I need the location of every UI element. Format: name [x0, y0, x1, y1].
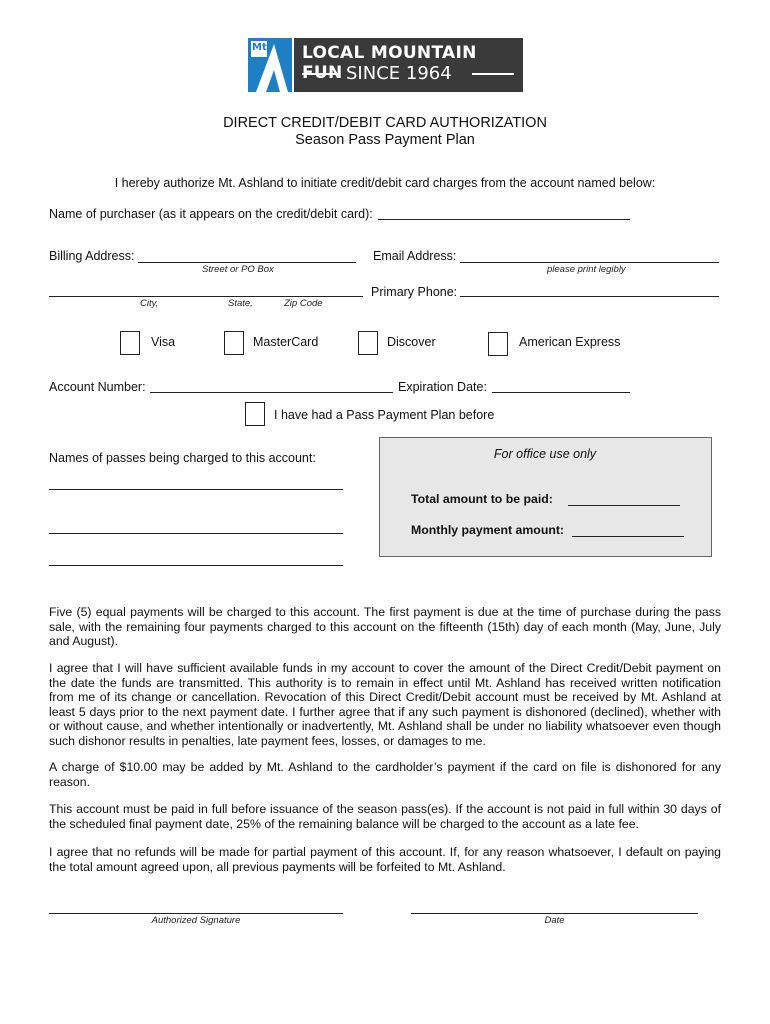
city-hint: City, — [140, 298, 159, 309]
logo-line-1: LOCAL MOUNTAIN FUN — [302, 43, 477, 83]
late-fee-paragraph: This account must be paid in full before issuance of the season pass(es). If the account is not paid in full within 30 days of the scheduled final payment date, 25% of the remaining balance will be charged to the account as a late fee. — [49, 802, 721, 831]
logo-mark — [248, 38, 292, 92]
logo-rule-right — [472, 73, 514, 75]
date-field[interactable] — [411, 913, 698, 914]
payment-schedule-paragraph: Five (5) equal payments will be charged to this account. The first payment is due at the time of purchase during the pass sale, with the remaining four payments charged to this account on the fifteenth (15th) day of each month (May, June, July and August). — [49, 605, 721, 648]
date-label: Date — [544, 915, 565, 926]
visa-checkbox[interactable] — [120, 331, 140, 355]
passes-label: Names of passes being charged to this account: — [49, 451, 316, 465]
office-use-box — [379, 437, 712, 557]
billing-address-label: Billing Address: — [49, 249, 135, 263]
refund-policy-paragraph: I agree that no refunds will be made for partial payment of this account. If, for any reason whatsoever, I default on paying the total amount agreed upon, all previous payments will be forfeited to Mt. Ashland. — [49, 845, 721, 874]
visa-label: Visa — [151, 335, 176, 349]
expiration-date-field[interactable] — [492, 392, 630, 393]
expiration-date-label: Expiration Date: — [398, 380, 487, 394]
purchaser-label: Name of purchaser (as it appears on the credit/debit card): — [49, 207, 373, 221]
signature-field[interactable] — [49, 913, 343, 914]
signature-label: Authorized Signature — [151, 915, 241, 926]
email-label: Email Address: — [373, 249, 457, 263]
amex-label: American Express — [519, 335, 621, 349]
mastercard-checkbox[interactable] — [224, 331, 244, 355]
mastercard-label: MasterCard — [253, 335, 319, 349]
page-title: DIRECT CREDIT/DEBIT CARD AUTHORIZATION — [223, 115, 547, 131]
discover-checkbox[interactable] — [358, 331, 378, 355]
amex-checkbox[interactable] — [488, 332, 508, 356]
company-logo — [248, 38, 523, 92]
logo-wordmark — [294, 38, 523, 92]
logo-mark-text: Mt — [252, 42, 267, 53]
street-hint: Street or PO Box — [202, 264, 274, 275]
email-field[interactable] — [460, 262, 719, 263]
pass-name-field-1[interactable] — [49, 489, 343, 490]
intro-text: I hereby authorize Mt. Ashland to initiate credit/debit card charges from the account named below: — [114, 176, 656, 190]
city-state-zip-field[interactable] — [49, 296, 363, 297]
phone-field[interactable] — [460, 296, 719, 297]
funds-authority-paragraph: I agree that I will have sufficient available funds in my account to cover the amount of the Direct Credit/Debit payment on the date the funds are transmitted. This authority is to remain in effect until Mt. Ashland has received written notification from me of its change or cancellation. Revocation of this Direct Credit/Debit account must be received by Mt. Ashland at least 5 days prior to the next payment date. I further agree that if any such payment is dishonored (declined), whether with or without cause, and whether intentionally or inadvertently, Mt. Ashland shall be under no liability whatsoever even though such dishonor results in penalties, late payment fees, losses, or damages to me. — [49, 661, 721, 748]
prior-plan-checkbox[interactable] — [245, 402, 265, 426]
zip-hint: Zip Code — [284, 298, 323, 309]
purchaser-name-field[interactable] — [378, 219, 630, 220]
billing-address-field[interactable] — [138, 262, 356, 263]
email-hint: please print legibly — [547, 264, 626, 275]
logo-line-2: SINCE 1964 — [346, 63, 452, 84]
account-number-field[interactable] — [150, 392, 393, 393]
discover-label: Discover — [387, 335, 436, 349]
dishonor-fee-paragraph: A charge of $10.00 may be added by Mt. Ashland to the cardholder’s payment if the card on file is dishonored for any reason. — [49, 760, 721, 789]
pass-name-field-2[interactable] — [49, 533, 343, 534]
page-subtitle: Season Pass Payment Plan — [295, 132, 475, 148]
pass-name-field-3[interactable] — [49, 565, 343, 566]
total-amount-label: Total amount to be paid: — [411, 492, 553, 506]
office-use-title: For office use only — [493, 447, 597, 461]
logo-rule-left — [302, 73, 340, 75]
prior-plan-label: I have had a Pass Payment Plan before — [274, 408, 495, 422]
phone-label: Primary Phone: — [371, 285, 458, 299]
monthly-payment-field[interactable] — [572, 536, 684, 537]
monthly-payment-label: Monthly payment amount: — [411, 523, 565, 537]
account-number-label: Account Number: — [49, 380, 146, 394]
state-hint: State, — [228, 298, 253, 309]
total-amount-field[interactable] — [568, 505, 680, 506]
